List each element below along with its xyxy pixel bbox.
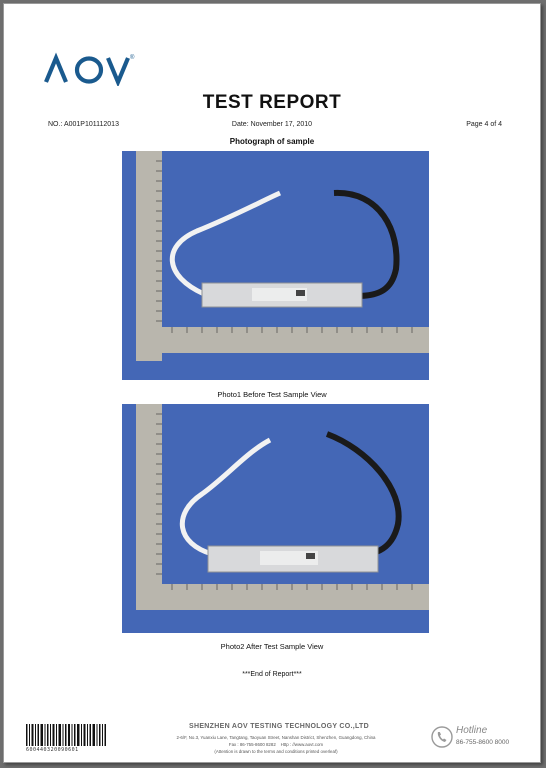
sample-photo-before [122,151,429,380]
company-name: SHENZHEN AOV TESTING TECHNOLOGY CO.,LTD [189,723,369,730]
report-date: Date: November 17, 2010 [231,121,313,128]
section-title: Photograph of sample [229,137,315,146]
end-of-report: ***End of Report*** [242,671,302,678]
company-contact: Fax : 86-755-8600 8282 Http : //www.aovt.com [228,742,324,747]
hotline-label: Hotline [456,725,488,736]
phone-icon [430,725,454,754]
company-address: 2-6/F, No.3, Yuanxiu Lane, Tangtang, Taoyuan Street, Nanshan District, Shenzhen, Guangdong, China [176,735,376,740]
hotline-number: 86-755-8600 8000 [456,739,510,746]
page-number: Page 4 of 4 [466,121,502,128]
registered-mark: ® [130,55,135,61]
aov-logo-mark [44,50,138,86]
photo-after-image [122,404,429,633]
terms-notice: (Attention is drawn to the terms and conditions printed overleaf) [214,749,338,754]
report-title: TEST REPORT [202,92,342,113]
photo1-caption: Photo1 Before Test Sample View [217,390,327,399]
photo2-caption: Photo2 After Test Sample View [220,642,324,651]
aov-logo [44,50,138,91]
report-number: NO.: A001P101112013 [48,121,119,128]
sample-photo-after [122,404,429,633]
photo-before-image [122,151,429,380]
report-page [3,3,541,763]
barcode-image [26,724,106,746]
barcode-number: 600440320090601 [26,747,79,753]
